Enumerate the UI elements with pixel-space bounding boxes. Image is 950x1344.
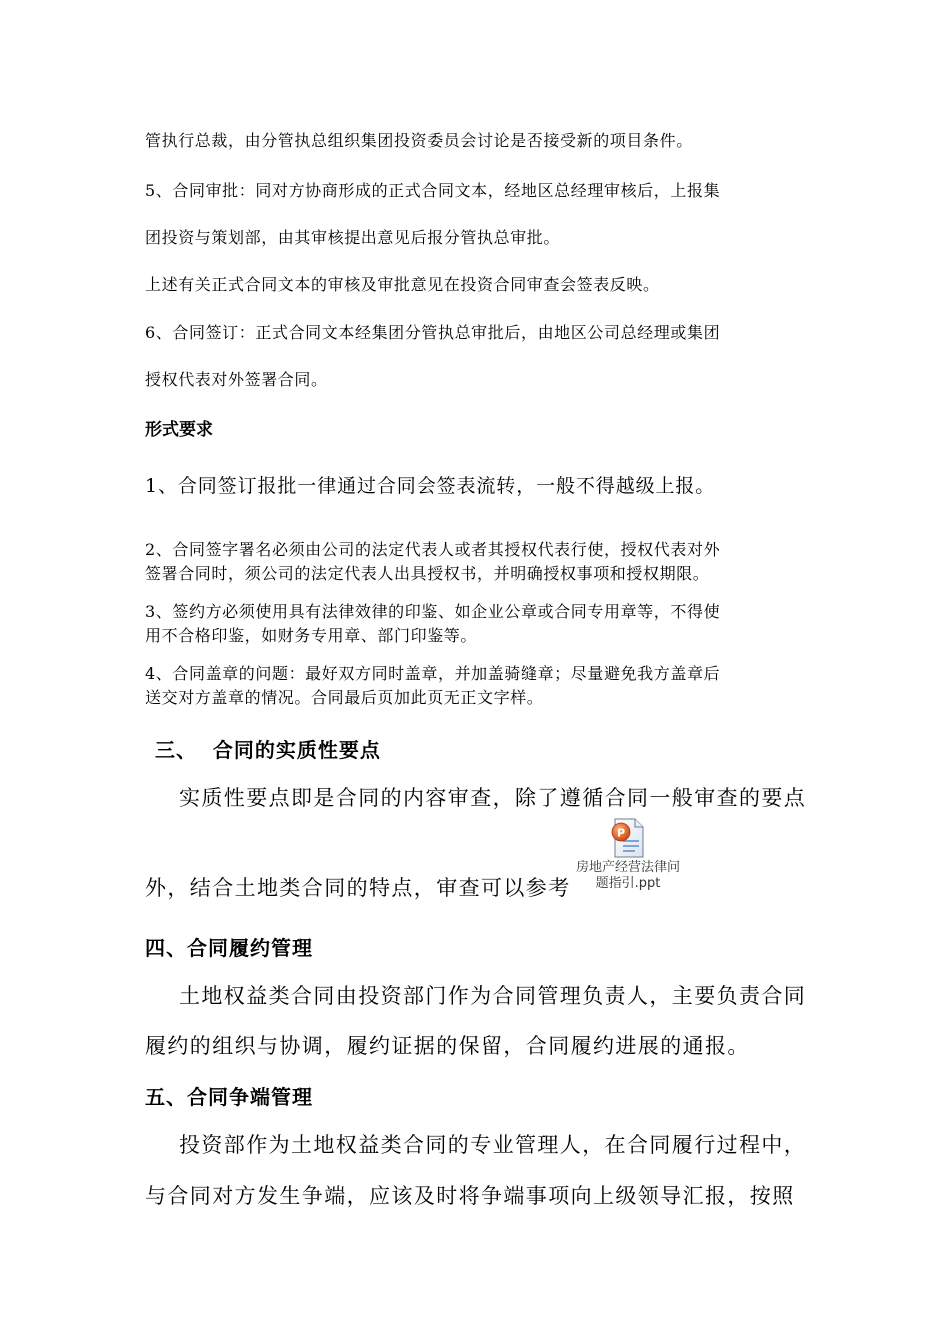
list-item: 2、合同签字署名必须由公司的法定代表人或者其授权代表行使，授权代表对外 (145, 540, 721, 559)
list-item: 1、合同签订报批一律通过合同会签表流转，一般不得越级上报。 (145, 475, 716, 497)
section-heading: 四、合同履约管理 (145, 936, 313, 960)
list-item-continuation: 签署合同时，须公司的法定代表人出具授权书，并明确授权事项和授权期限。 (145, 564, 710, 583)
attachment-ppt[interactable] (563, 818, 693, 894)
list-item-continuation: 用不合格印鉴，如财务专用章、部门印鉴等。 (145, 626, 478, 645)
paragraph-line: 与合同对方发生争端，应该及时将争端事项向上级领导汇报，按照 (145, 1184, 795, 1208)
list-item: 3、签约方必须使用具有法律效律的印鉴、如企业公章或合同专用章等，不得使 (145, 602, 721, 621)
section-heading: 三、 合同的实质性要点 (155, 738, 381, 762)
paragraph-line: 投资部作为土地权益类合同的专业管理人，在合同履行过程中， (179, 1133, 807, 1157)
paragraph-line: 外，结合土地类合同的特点，审查可以参考 (145, 876, 571, 900)
form-requirements-heading: 形式要求 (145, 420, 213, 440)
paragraph-line: 5、合同审批：同对方协商形成的正式合同文本，经地区总经理审核后，上报集 (145, 181, 721, 200)
paragraph-line: 土地权益类合同由投资部门作为合同管理负责人，主要负责合同 (179, 984, 807, 1008)
attachment-name-line: 题指引.ppt (595, 876, 661, 891)
paragraph-line: 履约的组织与协调，履约证据的保留，合同履约进展的通报。 (145, 1034, 750, 1058)
paragraph-line: 实质性要点即是合同的内容审查，除了遵循合同一般审查的要点 (179, 786, 807, 810)
paragraph-line: 6、合同签订：正式合同文本经集团分管执总审批后，由地区公司总经理或集团 (145, 323, 721, 342)
paragraph-line: 授权代表对外签署合同。 (145, 370, 328, 389)
section-heading: 五、合同争端管理 (145, 1085, 313, 1109)
paragraph-line: 团投资与策划部，由其审核提出意见后报分管执总审批。 (145, 228, 561, 247)
list-item-continuation: 送交对方盖章的情况。合同最后页加此页无正文字样。 (145, 688, 544, 707)
list-item: 4、合同盖章的问题：最好双方同时盖章，并加盖骑缝章；尽量避免我方盖章后 (145, 664, 721, 683)
svg-text:P: P (616, 826, 626, 840)
paragraph-line: 上述有关正式合同文本的审核及审批意见在投资合同审查会签表反映。 (145, 275, 660, 294)
powerpoint-file-icon (610, 818, 646, 858)
paragraph-line: 管执行总裁，由分管执总组织集团投资委员会讨论是否接受新的项目条件。 (145, 131, 693, 150)
attachment-name-line: 房地产经营法律问 (575, 860, 680, 875)
